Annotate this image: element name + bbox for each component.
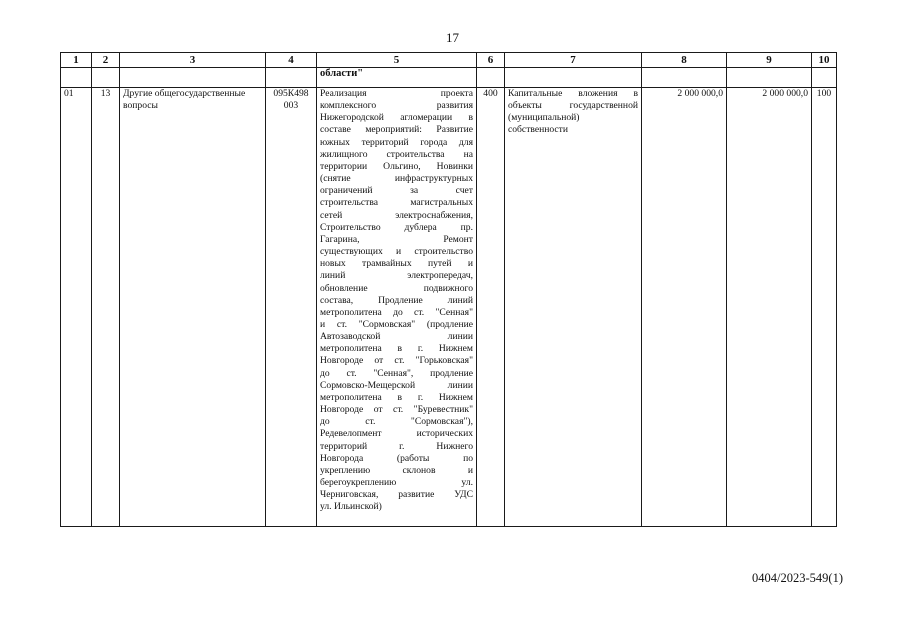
target-article-code	[266, 88, 317, 527]
column-header: 2	[92, 53, 120, 68]
purpose-line: Новгороде от ст. "Буревестник"	[320, 404, 473, 416]
purpose-line: Гагарина, Ремонт	[320, 233, 473, 245]
column-header: 7	[505, 53, 642, 68]
target-code-part-1: 095К498	[273, 88, 309, 99]
purpose-line: метрополитена до ст. "Сенная"	[320, 306, 473, 318]
purpose-line: Черниговская, развитие УДС	[320, 489, 473, 501]
amount-plan: 2 000 000,0	[642, 88, 727, 527]
purpose-line: комплексного развития	[320, 100, 473, 112]
purpose-line: Сормовско-Мещерской линии	[320, 379, 473, 391]
purpose-line: Реализация проекта	[320, 88, 473, 99]
column-header: 3	[120, 53, 266, 68]
column-header: 4	[266, 53, 317, 68]
purpose-line: территорий г. Нижнего	[320, 440, 473, 452]
amount-executed: 2 000 000,0	[727, 88, 812, 527]
purpose-line: южных территорий города для	[320, 136, 473, 148]
column-header: 6	[477, 53, 505, 68]
section-code: 01	[61, 88, 92, 527]
column-header: 10	[812, 53, 837, 68]
table-row	[61, 88, 837, 527]
purpose-line: метрополитена в г. Нижнем	[320, 391, 473, 403]
purpose-line: ул. Ильинской)	[320, 501, 382, 513]
column-header: 9	[727, 53, 812, 68]
continuation-row	[61, 68, 837, 88]
expense-type-code: 400	[477, 88, 505, 527]
expense-type-name: Капитальные вложения в объекты государственной (муниципальной) собственности	[505, 88, 642, 527]
purpose-line: укреплению склонов и	[320, 464, 473, 476]
purpose-line: состава, Продление линий	[320, 294, 473, 306]
purpose-line: обновление подвижного	[320, 282, 473, 294]
continued-name: области"	[317, 68, 477, 88]
page-number: 17	[446, 30, 459, 45]
purpose-description	[317, 88, 477, 527]
purpose-line: до ст. "Сормовская"),	[320, 416, 473, 428]
purpose-line: новых трамвайных путей и	[320, 258, 473, 270]
purpose-line: строительства магистральных	[320, 197, 473, 209]
purpose-line: составе мероприятий: Развитие	[320, 124, 473, 136]
purpose-line: существующих и строительство	[320, 246, 473, 258]
subsection-code: 13	[92, 88, 120, 527]
purpose-line: Новгороде от ст. "Горьковская"	[320, 355, 473, 367]
purpose-line: сетей электроснабжения,	[320, 209, 473, 221]
column-header: 5	[317, 53, 477, 68]
execution-percent: 100	[812, 88, 837, 527]
purpose-line: метрополитена в г. Нижнем	[320, 343, 473, 355]
purpose-line: Новгорода (работы по	[320, 452, 473, 464]
purpose-line: жилищного строительства на	[320, 148, 473, 160]
purpose-line: Нижегородской агломерации в	[320, 112, 473, 124]
column-header: 1	[61, 53, 92, 68]
document-code: 0404/2023-549(1)	[752, 571, 843, 585]
purpose-line: территории Ольгино, Новинки	[320, 160, 473, 172]
purpose-line: Редевелопмент исторических	[320, 428, 473, 440]
purpose-line: Строительство дублера пр.	[320, 221, 473, 233]
table-header-row	[61, 53, 837, 68]
target-code-part-2: 003	[283, 100, 299, 112]
section-name: Другие общегосударственные вопросы	[120, 88, 266, 527]
purpose-line: Автозаводской линии	[320, 331, 473, 343]
purpose-line: берегоукреплению ул.	[320, 477, 473, 488]
purpose-line: ограничений за счет	[320, 185, 473, 197]
purpose-line: (снятие инфраструктурных	[320, 173, 473, 185]
budget-table	[60, 52, 837, 527]
purpose-line: до ст. "Сенная", продление	[320, 367, 473, 379]
purpose-line: линий электропередач,	[320, 270, 473, 282]
purpose-line: и ст. "Сормовская" (продление	[320, 318, 473, 330]
column-header: 8	[642, 53, 727, 68]
